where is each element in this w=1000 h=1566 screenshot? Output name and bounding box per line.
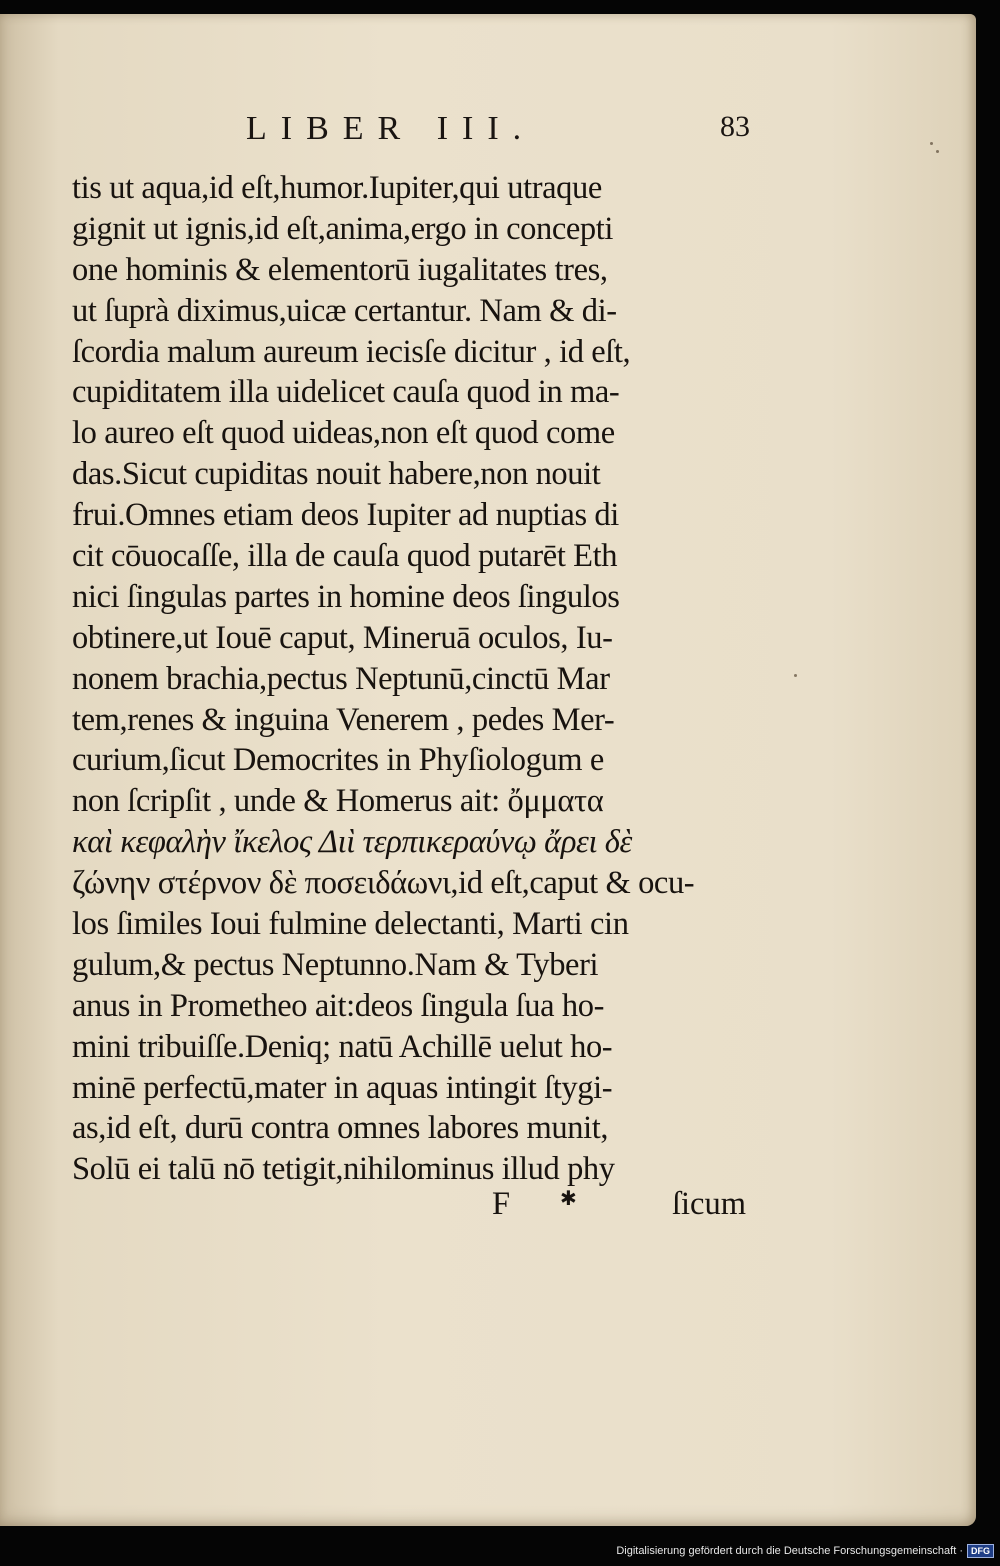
- text-line: one hominis & elementorū iugalitates tres,: [72, 251, 608, 288]
- text-line: das.Sicut cupiditas nouit habere,non nouit: [72, 456, 601, 493]
- digitization-credit: [616, 1540, 994, 1562]
- text-line: minē perfectū,mater in aquas intingit ſtygi-: [72, 1069, 613, 1106]
- text-line: frui.Omnes etiam deos Iupiter ad nuptias di: [72, 497, 619, 534]
- signature-mark: F: [492, 1186, 511, 1222]
- text-line: ſcordia malum aureum iecisſe dicitur , id eſt,: [72, 333, 631, 370]
- text-line: obtinere,ut Iouē caput, Mineruā oculos, Iu-: [72, 619, 613, 656]
- text-line: tem,renes & inguina Venerem , pedes Mer-: [72, 701, 615, 738]
- text-line: cit cōuocaſſe, illa de cauſa quod putarēt Eth: [72, 538, 618, 575]
- text-line: cupiditatem illa uidelicet cauſa quod in ma-: [72, 374, 620, 411]
- text-line: ut ſuprà diximus,uicæ certantur. Nam & di-: [72, 292, 617, 329]
- running-head-title: LIBER III.: [246, 110, 536, 147]
- text-line: gignit ut ignis,id eſt,anima,ergo in concepti: [72, 210, 614, 247]
- catchline: [72, 1186, 762, 1226]
- text-line: los ſimiles Ioui fulmine delectanti, Marti cin: [72, 906, 629, 943]
- text-line: non ſcripſit , unde & Homerus ait: ὄμματα: [72, 783, 604, 820]
- text-block: [72, 168, 762, 1190]
- text-line: gulum,& pectus Neptunno.Nam & Tyberi: [72, 946, 599, 983]
- text-line: nonem brachia,pectus Neptunū,cinctū Mar: [72, 660, 610, 697]
- book-page: [0, 14, 976, 1526]
- catchword: ſicum: [672, 1186, 747, 1222]
- ink-speck: [930, 142, 933, 145]
- text-line: mini tribuiſſe.Deniq; natū Achillē uelut ho-: [72, 1028, 613, 1065]
- greek-text-line: καὶ κεφαλὴν ἴκελος Διὶ τερπικεραύνῳ ἄρει δὲ: [72, 824, 632, 861]
- text-line: tis ut aqua,id eſt,humor.Iupiter,qui utraque: [72, 170, 602, 206]
- text-line: anus in Prometheo ait:deos ſingula ſua ho-: [72, 987, 604, 1024]
- folio-number: 83: [720, 110, 750, 143]
- text-line: nici ſingulas partes in homine deos ſingulos: [72, 578, 620, 615]
- printer-ornament: ✱: [560, 1188, 577, 1210]
- text-line: as,id eſt, durū contra omnes labores munit,: [72, 1110, 609, 1147]
- dfg-logo: DFG: [967, 1544, 994, 1558]
- greek-text-line: ζώνην στέρνον δὲ ποσειδάωνι,id eſt,caput & ocu-: [72, 865, 695, 902]
- text-line: lo aureo eſt quod uideas,non eſt quod come: [72, 415, 615, 452]
- running-head: [246, 110, 766, 154]
- ink-speck: [936, 150, 939, 153]
- text-line: curium,ſicut Democrites in Phyſiologum e: [72, 742, 604, 779]
- credit-text: Digitalisierung gefördert durch die Deutsche Forschungsgemeinschaft ·: [616, 1545, 963, 1557]
- ink-speck: [794, 674, 797, 677]
- text-line: Solū ei talū nō tetigit,nihilominus illud phy: [72, 1151, 615, 1188]
